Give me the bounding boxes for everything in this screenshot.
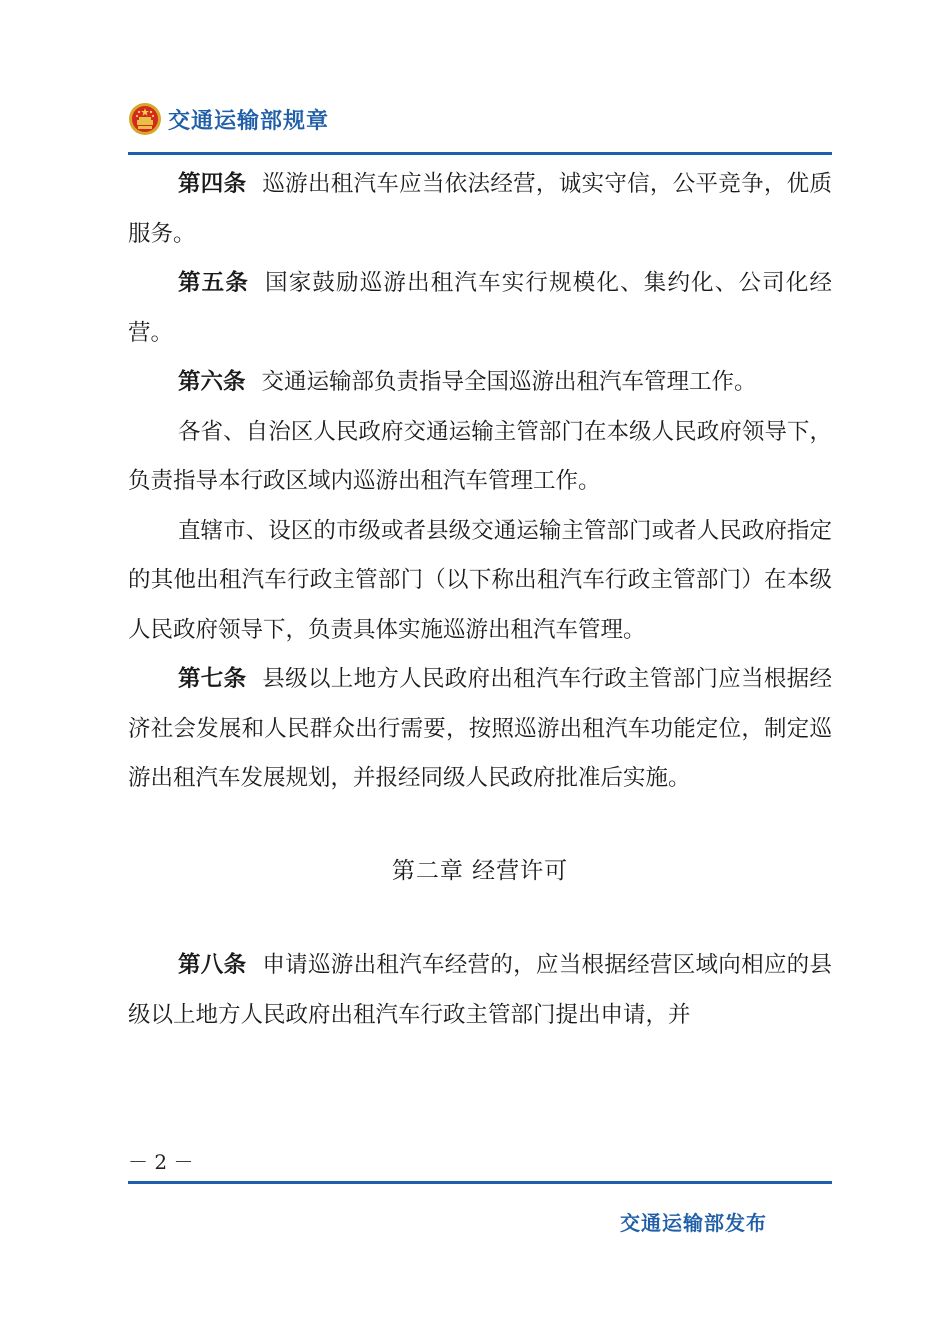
footer-divider (128, 1181, 832, 1184)
article-text: 各省、自治区人民政府交通运输主管部门在本级人民政府领导下，负责指导本行政区域内巡游出租汽车管理工作。 (128, 418, 832, 494)
article-paragraph (128, 507, 832, 656)
header-title: 交通运输部规章 (168, 109, 330, 134)
article-paragraph (128, 408, 832, 507)
article-text: 国家鼓励巡游出租汽车实行规模化、集约化、公司化经营。 (128, 270, 832, 346)
article-paragraph (128, 655, 832, 804)
article-label: 第七条 (178, 666, 247, 692)
article-text: 申请巡游出租汽车经营的，应当根据经营区域向相应的县级以上地方人民政府出租汽车行政主管部门提出申请，并 (128, 952, 832, 1028)
article-label: 第六条 (178, 369, 246, 395)
article-paragraph (128, 259, 832, 358)
document-body (128, 160, 832, 1040)
page-number: － 2 － (128, 1150, 194, 1174)
article-label: 第四条 (178, 171, 247, 197)
article-text: 巡游出租汽车应当依法经营，诚实守信，公平竞争，优质服务。 (128, 171, 832, 247)
chapter-heading: 第二章 经营许可 (391, 857, 569, 884)
article-text: 交通运输部负责指导全国巡游出租汽车管理工作。 (261, 369, 757, 395)
article-paragraph (128, 358, 832, 408)
article-label: 第五条 (178, 270, 250, 296)
article-label: 第八条 (178, 952, 247, 978)
national-emblem-icon (128, 102, 162, 136)
header-divider (128, 152, 832, 155)
article-text: 直辖市、设区的市级或者县级交通运输主管部门或者人民政府指定的其他出租汽车行政主管部门（以下称出租汽车行政主管部门）在本级人民政府领导下，负责具体实施巡游出租汽车管理。 (128, 517, 832, 643)
article-paragraph (128, 941, 832, 1040)
article-paragraph (128, 160, 832, 259)
footer-publisher: 交通运输部发布 (620, 1211, 767, 1235)
article-text: 县级以上地方人民政府出租汽车行政主管部门应当根据经济社会发展和人民群众出行需要，按照巡游出租汽车功能定位，制定巡游出租汽车发展规划，并报经同级人民政府批准后实施。 (128, 666, 832, 791)
